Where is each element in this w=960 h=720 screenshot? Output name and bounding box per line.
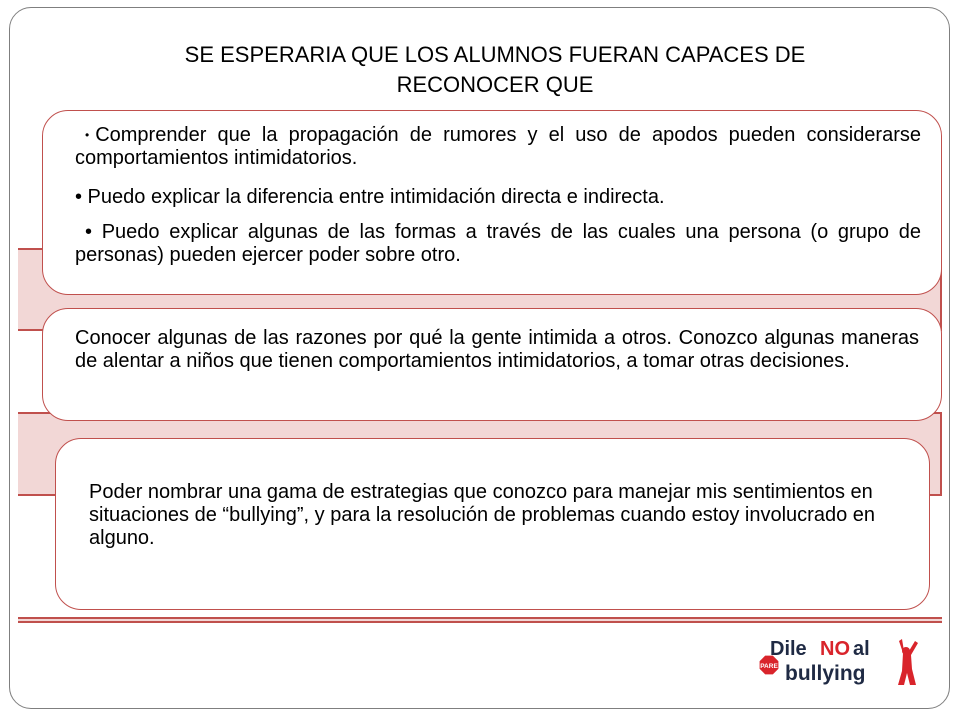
background-base-line [18,617,942,623]
logo-word-bullying: bullying [785,662,866,685]
objective-power-text: • Puedo explicar algunas de las formas a través de las cuales una persona (o grupo de personas) pueden ejercer poder sobre otro. [75,221,921,266]
objective-rumors-text [75,124,921,170]
slide-title-line-2: RECONOCER QUE [396,72,594,97]
objective-strategies-text: Poder nombrar una gama de estrategias que conozco para manejar mis sentimientos en situaciones de “bullying”, y para la resolución de problemas cuando estoy involucrado en alguno. [89,481,876,549]
logo-word-no: NO [820,638,850,660]
slide-title [100,40,890,100]
bullet-icon: • [85,128,90,142]
objective-rumors-label: Comprender que la propagación de rumores y el uso de apodos pueden considerarse comportamientos intimidatorios. [75,124,921,169]
raised-fist-figure-icon [898,639,918,685]
objectives-card-2 [42,308,942,421]
logo-word-al: al [853,638,870,660]
logo-word-dile: Dile [770,638,807,660]
objectives-card-3 [55,438,930,610]
stop-sign-label: PARE [760,663,778,670]
objectives-card-1 [42,110,942,295]
slide-title-line-1: SE ESPERARIA QUE LOS ALUMNOS FUERAN CAPACES DE [184,42,806,67]
objective-direct-indirect-text: • Puedo explicar la diferencia entre intimidación directa e indirecta. [75,186,665,208]
dile-no-al-bullying-logo [752,633,924,693]
objective-reasons-text: Conocer algunas de las razones por qué la gente intimida a otros. Conozco algunas maneras de alentar a niños que tienen comportamientos intimidatorios, a tomar otras decisiones. [75,327,919,372]
